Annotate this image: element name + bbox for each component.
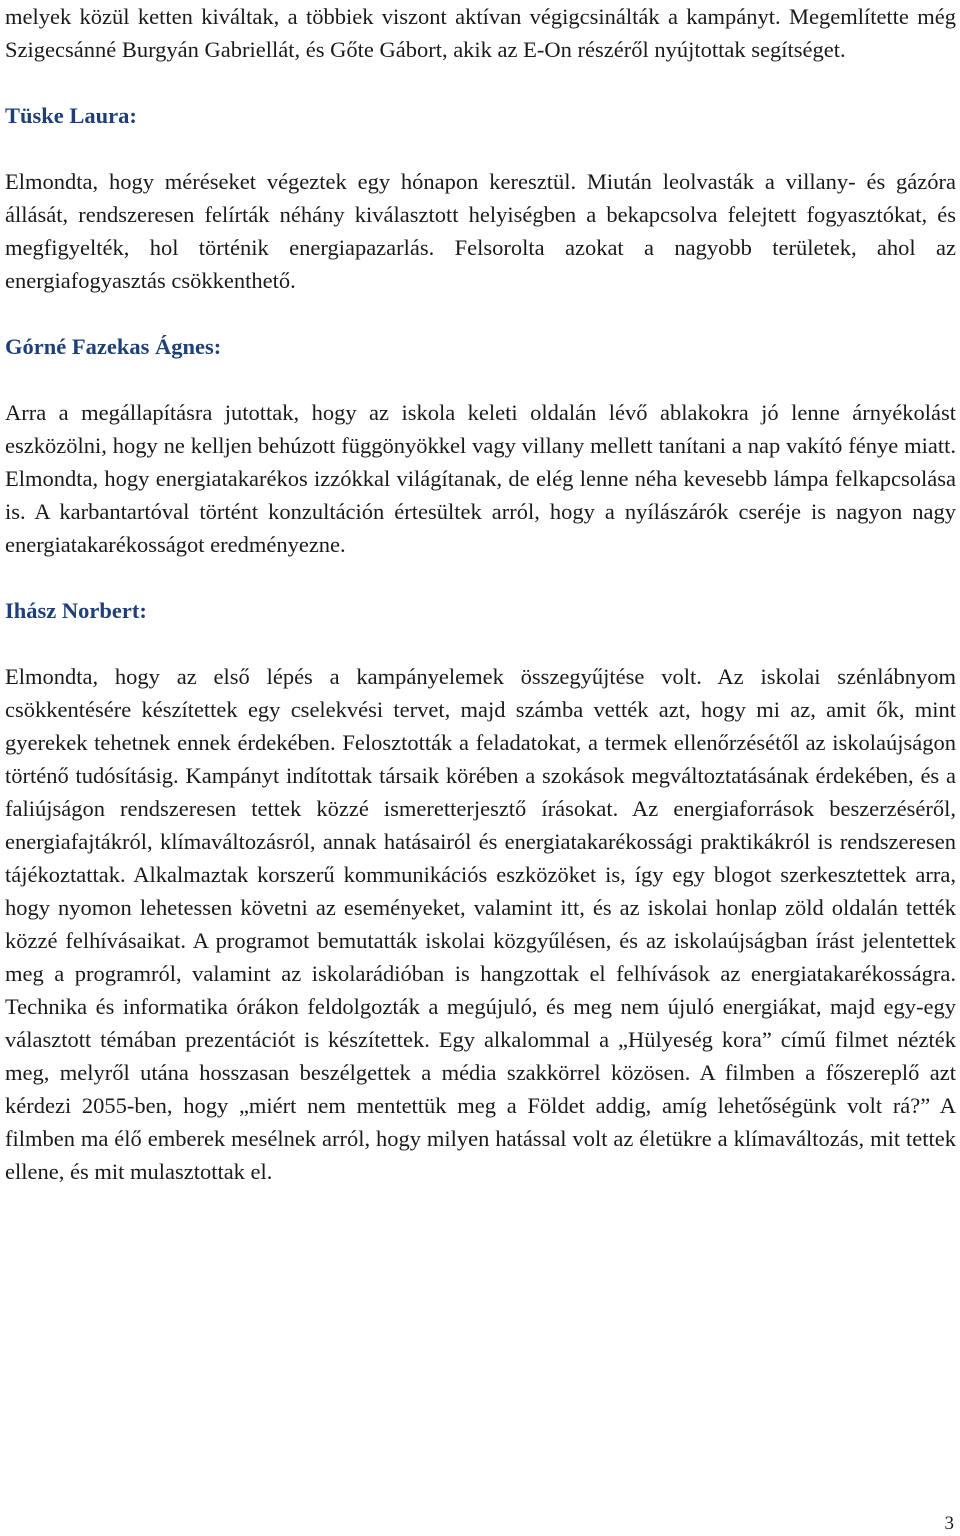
document-page	[5, 0, 956, 1188]
speaker-heading-tuske: Tüske Laura:	[5, 103, 137, 128]
tuske-paragraph: Elmondta, hogy méréseket végeztek egy hónapon keresztül. Miután leolvasták a villany- és gázóra állását, rendszeresen felírták néhány kiválasztott helyiségben a bekapcsolva felejtett fogyasztókat, és megfigyelték, hol történik energiapazarlás. Felsorolta azokat a nagyobb területek, ahol az energiafogyasztás csökkenthető.	[5, 169, 956, 293]
page-number: 3	[944, 1513, 954, 1534]
intro-paragraph: melyek közül ketten kiváltak, a többiek viszont aktívan végigcsinálták a kampányt. Megemlítette még Szigecsánné Burgyán Gabriellát, és Gőte Gábort, akik az E-On részéről nyújtottak segítséget.	[5, 4, 956, 62]
speaker-heading-ihasz: Ihász Norbert:	[5, 598, 147, 623]
spacer	[5, 561, 956, 594]
spacer	[5, 66, 956, 99]
spacer	[5, 363, 956, 396]
spacer	[5, 297, 956, 330]
ihasz-paragraph: Elmondta, hogy az első lépés a kampányelemek összegyűjtése volt. Az iskolai szénlábnyom csökkentésére készítettek egy cselekvési tervet, majd számba vették azt, hogy mi az, amit ők, mint gyerekek tehetnek ennek érdekében. Felosztották a feladatokat, a termek ellenőrzésétől az iskolaújságon történő tudósításig. Kampányt indítottak társaik körében a szokások megváltoztatásának érdekében, és a faliújságon rendszeresen tettek közzé ismeretterjesztő írásokat. Az energiaforrások beszerzéséről, energiafajtákról, klímaváltozásról, annak hatásairól és energiatakarékossági praktikákról is rendszeresen tájékoztattak. Alkalmaztak korszerű kommunikációs eszközöket is, így egy blogot szerkesztettek arra, hogy nyomon lehetessen követni az eseményeket, valamint itt, és az iskolai honlap zöld oldalán tették közzé felhívásaikat. A programot bemutatták iskolai közgyűlésen, és az iskolaújságban írást jelentettek meg a programról, valamint az iskolarádióban is hangzottak el felhívások az energiatakarékosságra. Technika és informatika órákon feldolgozták a megújuló, és meg nem újuló energiákat, majd egy-egy választott témában prezentációt is készítettek. Egy alkalommal a „Hülyeség kora” című filmet nézték meg, melyről utána hosszasan beszélgettek a média szakkörrel közösen. A filmben a főszereplő azt kérdezi 2055-ben, hogy „miért nem mentettük meg a Földet addig, amíg lehetőségünk volt rá?” A filmben ma élő emberek mesélnek arról, hogy milyen hatással volt az életükre a klímaváltozás, mit tettek ellene, és mit mulasztottak el.	[5, 664, 956, 1184]
gorne-paragraph: Arra a megállapításra jutottak, hogy az iskola keleti oldalán lévő ablakokra jó lenne árnyékolást eszközölni, hogy ne kelljen behúzott függönyökkel vagy villany mellett tanítani a nap vakító fénye miatt. Elmondta, hogy energiatakarékos izzókkal világítanak, de elég lenne néha kevesebb lámpa felkapcsolása is. A karbantartóval történt konzultáción értesültek arról, hogy a nyílászárók cseréje is nagyon nagy energiatakarékosságot eredményezne.	[5, 400, 956, 557]
spacer	[5, 627, 956, 660]
spacer	[5, 132, 956, 165]
speaker-heading-gorne: Górné Fazekas Ágnes:	[5, 334, 222, 359]
